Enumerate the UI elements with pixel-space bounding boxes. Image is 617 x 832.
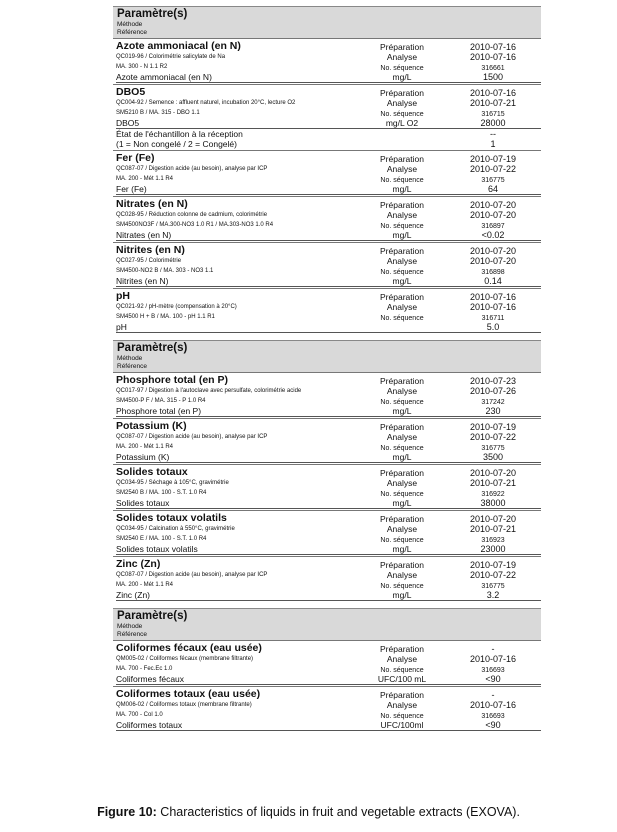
row-field-label: mg/L [392,184,412,194]
row-value: 23000 [480,544,506,554]
section-subtitle-method: Méthode [117,623,143,630]
row-field-label: Préparation [380,690,424,700]
row-value: 2010-07-22 [469,164,517,174]
parameter-row [116,374,541,386]
section-subtitle-method: Méthode [117,355,143,362]
parameter-row [116,266,541,276]
row-value: 2010-07-19 [469,560,517,570]
row-value: 2010-07-20 [469,210,517,220]
section-subtitle-reference: Référence [117,630,147,638]
row-field-label: Préparation [380,88,424,98]
row-field-label: mg/L [392,72,412,82]
parameter-row [116,654,541,664]
row-value: 3.2 [486,590,500,600]
row-field-label: No. séquence [380,65,424,72]
method-text: QC027-95 / Colorimétrie [116,258,182,264]
row-field-label: No. séquence [380,491,424,498]
parameter-row [116,210,541,220]
row-field-label: No. séquence [380,315,424,322]
reference-text: SM4500-NO2 B / MA. 303 - NO3 1.1 [116,268,214,274]
row-field-label: Préparation [380,376,424,386]
row-value: 1500 [482,72,504,82]
parameter-row [116,406,541,417]
method-text: QC087-07 / Digestion acide (au besoin), analyse par ICP [116,166,268,172]
row-value: 2010-07-26 [469,386,517,396]
section-subtitle-reference: Référence [117,28,147,36]
parameter-name: Nitrites (en N) [116,244,185,256]
row-field-label: Préparation [380,154,424,164]
result-label: Nitrites (en N) [116,276,169,286]
parameter-row [116,580,541,590]
reference-text: MA. 700 - Col 1.0 [116,712,163,718]
parameter-name: Azote ammoniacal (en N) [116,40,241,52]
parameter-entry [113,196,541,242]
method-text: QC034-95 / Séchage à 105°C, gravimétrie [116,480,229,486]
parameter-name: Coliformes fécaux (eau usée) [116,642,262,654]
row-field-label: Analyse [386,432,418,442]
row-field-label: No. séquence [380,583,424,590]
row-field-label: Analyse [386,524,418,534]
row-value: 38000 [480,498,506,508]
row-value: 316715 [481,111,505,118]
row-value: 2010-07-16 [469,88,517,98]
parameter-row [116,174,541,184]
parameter-row [116,558,541,570]
row-value: 1 [490,139,496,149]
row-value: 2010-07-16 [469,52,517,62]
reference-text: MA. 200 - Mét 1.1 R4 [116,176,174,182]
parameter-row [116,152,541,164]
parameter-entry [113,686,541,732]
parameter-row [116,290,541,302]
parameter-entry [113,38,541,84]
row-field-label: No. séquence [380,445,424,452]
row-value: 2010-07-22 [469,570,517,580]
row-field-label: Analyse [386,478,418,488]
row-field-label: mg/L [392,544,412,554]
parameter-entry [113,150,541,196]
parameter-row [116,498,541,509]
reference-text: SM2540 B / MA. 100 - S.T. 1.0 R4 [116,490,207,496]
method-text: QC028-95 / Réduction colonne de cadmium, colorimétrie [116,212,268,218]
row-value: 2010-07-20 [469,514,517,524]
method-text: QC087-07 / Digestion acide (au besoin), analyse par ICP [116,572,268,578]
result-label: (1 = Non congelé / 2 = Congelé) [116,139,237,149]
row-field-label: mg/L [392,276,412,286]
parameter-row [116,442,541,452]
parameter-row [116,62,541,72]
row-value: 230 [485,406,501,416]
row-field-label: Analyse [386,256,418,266]
row-field-label: No. séquence [380,667,424,674]
row-field-label: Préparation [380,644,424,654]
row-value: 316775 [481,445,505,452]
parameter-row [116,700,541,710]
section-subtitle-method: Méthode [117,21,143,28]
parameter-row [116,52,541,62]
parameter-row [116,710,541,720]
parameter-row [116,72,541,83]
row-field-label: mg/L [392,498,412,508]
parameter-entry [113,288,541,334]
parameter-row [116,478,541,488]
row-value: 2010-07-16 [469,654,517,664]
parameter-row [116,534,541,544]
row-field-label: No. séquence [380,177,424,184]
figure-caption [0,805,617,819]
row-field-label: No. séquence [380,399,424,406]
row-value: 64 [487,184,498,194]
row-field-label: UFC/100ml [380,720,424,730]
row-field-label: Analyse [386,654,418,664]
reference-text: SM5210 B / MA. 315 - DBO 1.1 [116,110,200,116]
row-field-label: Analyse [386,302,418,312]
parameter-row [116,432,541,442]
parameter-row [116,86,541,98]
parameter-name: Potassium (K) [116,420,187,432]
row-value: 316922 [481,491,505,498]
parameter-entry [113,640,541,686]
row-field-label: mg/L [392,230,412,240]
result-label: État de l'échantillon à la réception [116,129,243,139]
section-header [113,340,541,372]
method-text: QC087-07 / Digestion acide (au besoin), analyse par ICP [116,434,268,440]
reference-text: MA. 200 - Mét 1.1 R4 [116,582,174,588]
row-value: 316775 [481,177,505,184]
row-value: 316897 [481,223,505,230]
row-value: 2010-07-23 [469,376,517,386]
result-label: Azote ammoniacal (en N) [116,72,212,82]
row-field-label: Préparation [380,42,424,52]
row-value: 2010-07-21 [469,98,517,108]
method-text: QM005-02 / Coliformes fécaux (membrane filtrante) [116,656,254,662]
parameter-row [116,302,541,312]
row-value: -- [490,129,496,139]
reference-text: MA. 700 - Fec.Ec 1.0 [116,666,173,672]
reference-text: SM4500-P F / MA. 315 - P 1.0 R4 [116,398,206,404]
row-field-label: Préparation [380,292,424,302]
row-value: 2010-07-19 [469,154,517,164]
parameter-name: pH [116,290,130,302]
row-value: 2010-07-16 [469,292,517,302]
row-value: <90 [485,674,501,684]
parameter-name: Zinc (Zn) [116,558,161,570]
row-field-label: No. séquence [380,713,424,720]
row-value: 316898 [481,269,505,276]
parameter-row [116,664,541,674]
row-value: 316693 [481,667,505,674]
row-value: 2010-07-16 [469,700,517,710]
parameter-entry [113,372,541,418]
parameter-row [116,674,541,685]
parameter-entry [113,242,541,288]
parameter-row [116,118,541,129]
parameter-row [116,198,541,210]
row-value: 2010-07-21 [469,524,517,534]
parameter-row [116,386,541,396]
parameter-row [116,164,541,174]
result-label: Zinc (Zn) [116,590,150,600]
section-title: Paramètre(s) [117,610,188,622]
parameter-row [116,544,541,555]
row-field-label: Analyse [386,210,418,220]
parameter-row [116,590,541,601]
parameter-row [116,524,541,534]
parameter-row [116,184,541,195]
row-value: 5.0 [486,322,500,332]
parameter-row [116,98,541,108]
parameter-name: Nitrates (en N) [116,198,188,210]
parameter-row [116,488,541,498]
row-value: 2010-07-16 [469,42,517,52]
row-field-label: UFC/100 mL [377,674,427,684]
result-label: Potassium (K) [116,452,170,462]
caption-label: Figure 10: [97,805,157,819]
result-label: Phosphore total (en P) [116,406,202,416]
row-field-label: mg/L [392,406,412,416]
section-title: Paramètre(s) [117,342,188,354]
row-value: 0.14 [484,276,502,286]
lab-report-table [113,6,541,732]
row-field-label: Préparation [380,422,424,432]
row-field-label: Préparation [380,514,424,524]
row-field-label: No. séquence [380,223,424,230]
row-field-label: Analyse [386,98,418,108]
row-value: 2010-07-16 [469,302,517,312]
parameter-entry [113,418,541,464]
parameter-row [116,452,541,463]
row-value: 2010-07-19 [469,422,517,432]
method-text: QC021-92 / pH-mètre (compensation à 20°C) [116,304,237,310]
parameter-entry [113,84,541,150]
row-field-label: No. séquence [380,269,424,276]
section-subtitle-reference: Référence [117,362,147,370]
method-text: QC019-96 / Colorimétrie salicylate de Na [116,54,226,60]
parameter-row [116,396,541,406]
row-field-label: Analyse [386,700,418,710]
row-field-label: No. séquence [380,111,424,118]
row-field-label: Préparation [380,468,424,478]
row-field-label: mg/L [392,452,412,462]
parameter-entry [113,510,541,556]
row-field-label: mg/L O2 [385,118,419,128]
parameter-name: DBO5 [116,86,146,98]
row-field-label: No. séquence [380,537,424,544]
row-field-label: Préparation [380,560,424,570]
row-field-label: Préparation [380,200,424,210]
row-value: 2010-07-21 [469,478,517,488]
parameter-row [116,512,541,524]
caption-text: Characteristics of liquids in fruit and vegetable extracts (EXOVA). [156,805,520,819]
row-field-label: Analyse [386,386,418,396]
row-value: <0.02 [481,230,505,240]
row-field-label: mg/L [392,590,412,600]
reference-text: MA. 200 - Mét 1.1 R4 [116,444,174,450]
row-value: 2010-07-20 [469,200,517,210]
method-text: QC004-92 / Semence : affluent naturel, incubation 20°C, lecture O2 [116,100,296,106]
parameter-name: Solides totaux [116,466,188,478]
parameter-row [116,688,541,700]
row-value: 316775 [481,583,505,590]
row-field-label: Analyse [386,570,418,580]
row-value: 316923 [481,537,505,544]
parameter-entry [113,464,541,510]
result-label: Solides totaux volatils [116,544,198,554]
result-label: Coliformes fécaux [116,674,185,684]
row-field-label: Analyse [386,164,418,174]
parameter-row [116,220,541,230]
parameter-row [116,322,541,333]
parameter-name: Solides totaux volatils [116,512,227,524]
reference-text: SM2540 E / MA. 100 - S.T. 1.0 R4 [116,536,207,542]
row-field-label: Analyse [386,52,418,62]
parameter-name: Coliformes totaux (eau usée) [116,688,261,700]
row-value: 28000 [480,118,506,128]
method-text: QC034-95 / Calcination à 550°C, gravimétrie [116,526,235,532]
result-label: Coliformes totaux [116,720,183,730]
row-value: 2010-07-20 [469,246,517,256]
row-value: 316661 [481,65,505,72]
parameter-row [116,256,541,266]
result-label: Nitrates (en N) [116,230,172,240]
parameter-name: Fer (Fe) [116,152,155,164]
parameter-row [116,276,541,287]
row-value: 316711 [481,315,505,322]
reference-text: MA. 300 - N 1.1 R2 [116,64,168,70]
row-value: <90 [485,720,501,730]
parameter-row [116,642,541,654]
result-label: pH [116,322,127,332]
row-value: 316693 [481,713,505,720]
parameter-row [116,720,541,731]
reference-text: SM4500 H + B / MA. 100 - pH 1.1 R1 [116,314,215,320]
parameter-name: Phosphore total (en P) [116,374,229,386]
parameter-row [116,108,541,118]
parameter-entry [113,556,541,602]
row-value: - [491,690,495,700]
result-label: Fer (Fe) [116,184,147,194]
parameter-row [116,420,541,432]
section-title: Paramètre(s) [117,8,188,20]
row-value: 317242 [481,399,505,406]
row-value: 2010-07-22 [469,432,517,442]
row-value: 3500 [482,452,504,462]
parameter-row [116,139,541,149]
parameter-row [116,244,541,256]
row-value: 2010-07-20 [469,256,517,266]
section-header [113,608,541,640]
row-field-label: Préparation [380,246,424,256]
parameter-row [116,129,541,139]
row-value: - [491,644,495,654]
method-text: QM006-02 / Coliformes totaux (membrane filtrante) [116,702,252,708]
row-value: 2010-07-20 [469,468,517,478]
parameter-row [116,466,541,478]
section-header [113,6,541,38]
result-label: DBO5 [116,118,140,128]
parameter-row [116,40,541,52]
reference-text: SM4500NO3F / MA.300-NO3 1.0 R1 / MA.303-NO3 1.0 R4 [116,222,274,228]
result-label: Solides totaux [116,498,170,508]
parameter-row [116,570,541,580]
parameter-row [116,230,541,241]
parameter-row [116,312,541,322]
method-text: QC017-97 / Digestion à l'autoclave avec persulfate, colorimétrie acide [116,388,302,394]
